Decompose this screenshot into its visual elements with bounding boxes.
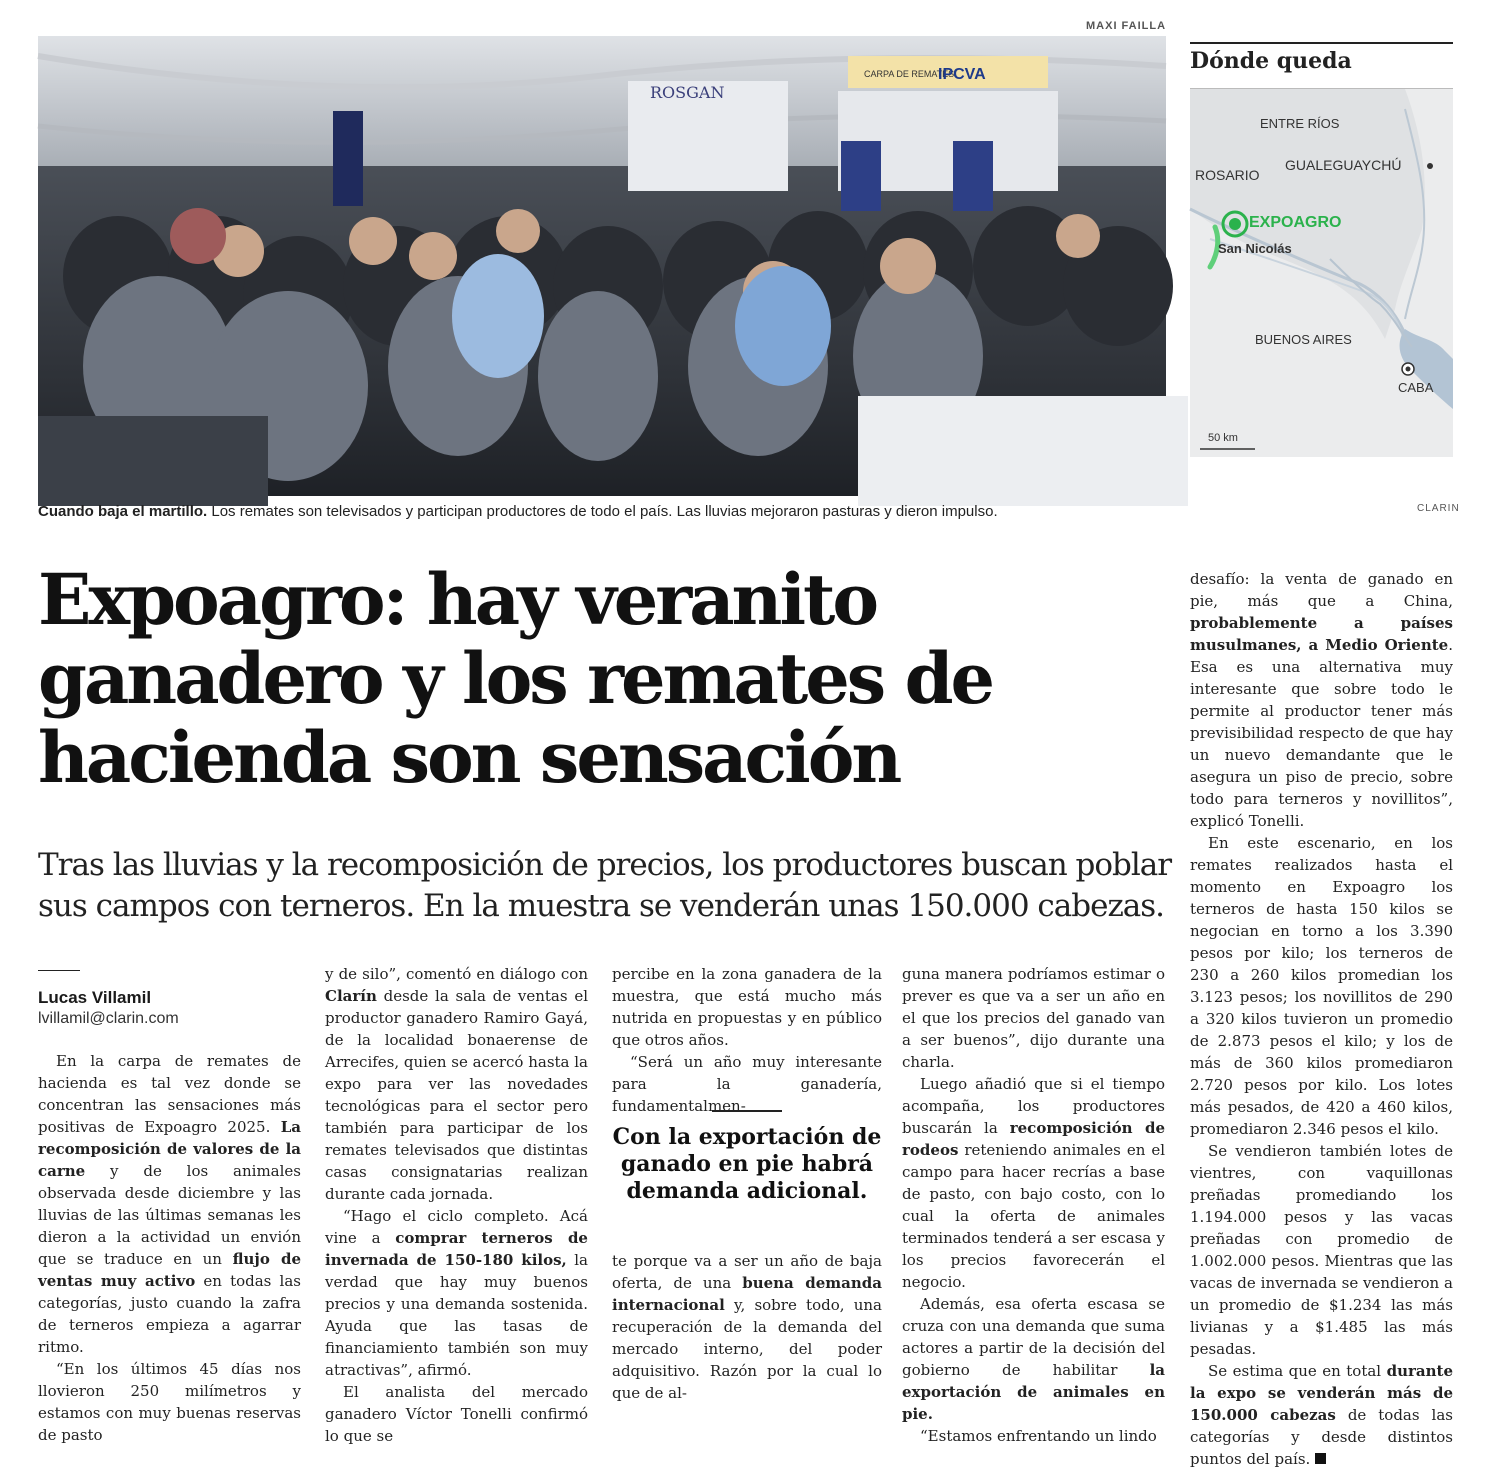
map-label-rosario: ROSARIO [1195,167,1260,183]
location-map [1190,88,1453,456]
map-label-entre-rios: ENTRE RÍOS [1260,116,1340,131]
paragraph: Luego añadió que si el tiempo acompaña, los productores buscarán la recomposición de rodeos reteniendo animales en el campo para hacer recrías a base de pasto, con bajo costo, con lo cual la oferta de animales terminados tenderá a ser escasa y los precios favorecerán el negocio. [902,1075,1166,1291]
article-column-2 [325,963,588,1447]
map-label-buenos-aires: BUENOS AIRES [1255,332,1352,347]
article-column-5 [1190,568,1453,1470]
subheadline: Tras las lluvias y la recomposición de precios, los productores buscan poblar sus campos con terneros. En la muestra se venderán unas 150.000 cabezas. [38,847,1172,924]
paragraph: percibe en la zona ganadera de la muestra, que está mucho más nutrida en propuestas y en público que otros años. [612,965,882,1049]
article-column-3 [612,963,882,1117]
end-mark-icon [1315,1453,1326,1464]
headline: Expoagro: hay veranito ganadero y los remates de hacienda son sensación [38,558,993,799]
banner-text: CARPA DE REMATES [864,69,955,79]
map-credit: CLARIN [1417,503,1460,514]
paragraph: Se vendieron también lotes de vientres, con vaquillonas preñadas promediando los 1.194.000 pesos y las vacas preñadas con promedio de 1.002.000 pesos. Mientras que las vacas de invernada se vendieron a un promedio de $1.234 las más livianas y a $1.485 las más pesadas. [1190,1142,1453,1358]
map-label-expoagro: EXPOAGRO [1249,214,1342,231]
caption-text: Los remates son televisados y participan productores de todo el país. Las lluvias mejoraron pasturas y dieron impulso. [207,503,998,520]
photo-credit: MAXI FAILLA [1086,20,1167,32]
paragraph: En la carpa de remates de hacienda es tal vez donde se concentran las sensaciones más positivas de Expoagro 2025. La recomposición de valores de la carne y de los animales observada desde diciembre y las lluvias de las últimas semanas les dieron a la actividad un envión que se traduce en un flujo de ventas muy activo en todas las categorías, justo cuando la zafra de terneros empieza a agarrar ritmo. [38,1052,301,1356]
auction-photo-illustration [38,36,1166,496]
map-label-caba: CABA [1398,380,1434,395]
caption-lead: Cuando baja el martillo. [38,503,208,520]
photo-caption [38,503,1166,520]
paragraph: El analista del mercado ganadero Víctor Tonelli confirmó lo que se [325,1383,588,1445]
article-column-1 [38,1050,301,1446]
author-name: Lucas Villamil [38,988,152,1007]
paragraph: En este escenario, en los remates realizados hasta el momento en Expoagro los terneros de hasta 150 kilos se negocian en torno a los 3.390 pesos por kilo; los terneros de 230 a 260 kilos promedian los 3.123 pesos; los novillitos de 290 a 320 kilos tuvieron un promedio de 2.873 pesos el kilo; y los de más de 360 kilos promediaron 2.720 pesos por kilo. Los lotes más pesados, de 420 a 460 kilos, promediaron 2.346 pesos el kilo. [1190,834,1453,1138]
sidebar-title: Dónde queda [1190,48,1352,74]
pullquote: Con la exportación de ganado en pie habrá demanda adicional. [612,1124,882,1204]
map-graphic [1190,89,1453,457]
paragraph: “Hago el ciclo completo. Acá vine a comprar terneros de invernada de 150-180 kilos, la verdad que hay muy buenos precios y una demanda sostenida. Ayuda que las tasas de financiamiento también son muy atractivas”, afirmó. [325,1207,588,1379]
paragraph: Además, esa oferta escasa se cruza con una demanda que suma actores a partir de la decisión del gobierno de habilitar la exportación de animales en pie. [902,1295,1165,1423]
banner-logo: IPCVA [938,66,986,83]
paragraph: desafío: la venta de ganado en pie, más que a China, probablemente a países musulmanes, a Medio Oriente. Esa es una alternativa muy interesante que sobre todo le permite al productor tener más previsibilidad respecto de que hay un nuevo demandante que le asegura un piso de precio, sobre todo para terneros y novillitos”, explicó Tonelli. [1190,570,1453,830]
map-label-gualeguaychu: GUALEGUAYCHÚ [1285,157,1402,173]
paragraph: “Estamos enfrentando un lindo [920,1427,1157,1445]
paragraph: guna manera podríamos estimar o prever es que va a ser un año en el que los precios del ganado van a ser buenos”, dijo durante una charla. [902,965,1165,1071]
article-column-3-continued [612,1250,882,1404]
stage-brand: ROSGAN [650,83,725,102]
pullquote-rule [712,1110,782,1112]
paragraph: te porque va a ser un año de baja oferta, de una buena demanda internacional y, sobre todo, una recuperación de la demanda del mercado interno, del poder adquisitivo. Razón por la cual lo que de al- [612,1252,882,1402]
article-column-4 [902,963,1165,1447]
auction-photo [38,36,1166,496]
map-scale-label: 50 km [1208,432,1238,444]
sidebar-rule [1190,42,1453,44]
paragraph: y de silo”, comentó en diálogo con Clarín desde la sala de ventas el productor ganadero Ramiro Gayá, de la localidad bonaerense de Arrecifes, quien se acercó hasta la expo para ver las novedades tecnológicas para el sector pero también para participar de los remates televisados que distintas casas consignatarias realizan durante cada jornada. [325,965,588,1203]
paragraph: “Será un año muy interesante para la ganadería, fundamentalmen- [612,1053,882,1115]
paragraph: “En los últimos 45 días nos llovieron 250 milímetros y estamos con muy buenas reservas de pasto [38,1360,301,1444]
author-email: lvillamil@clarin.com [38,1010,179,1027]
byline-rule [38,970,80,971]
map-label-san-nicolas: San Nicolás [1218,241,1292,256]
paragraph: Se estima que en total durante la expo se venderán más de 150.000 cabezas de todas las categorías y desde distintos puntos del país. [1190,1362,1453,1468]
